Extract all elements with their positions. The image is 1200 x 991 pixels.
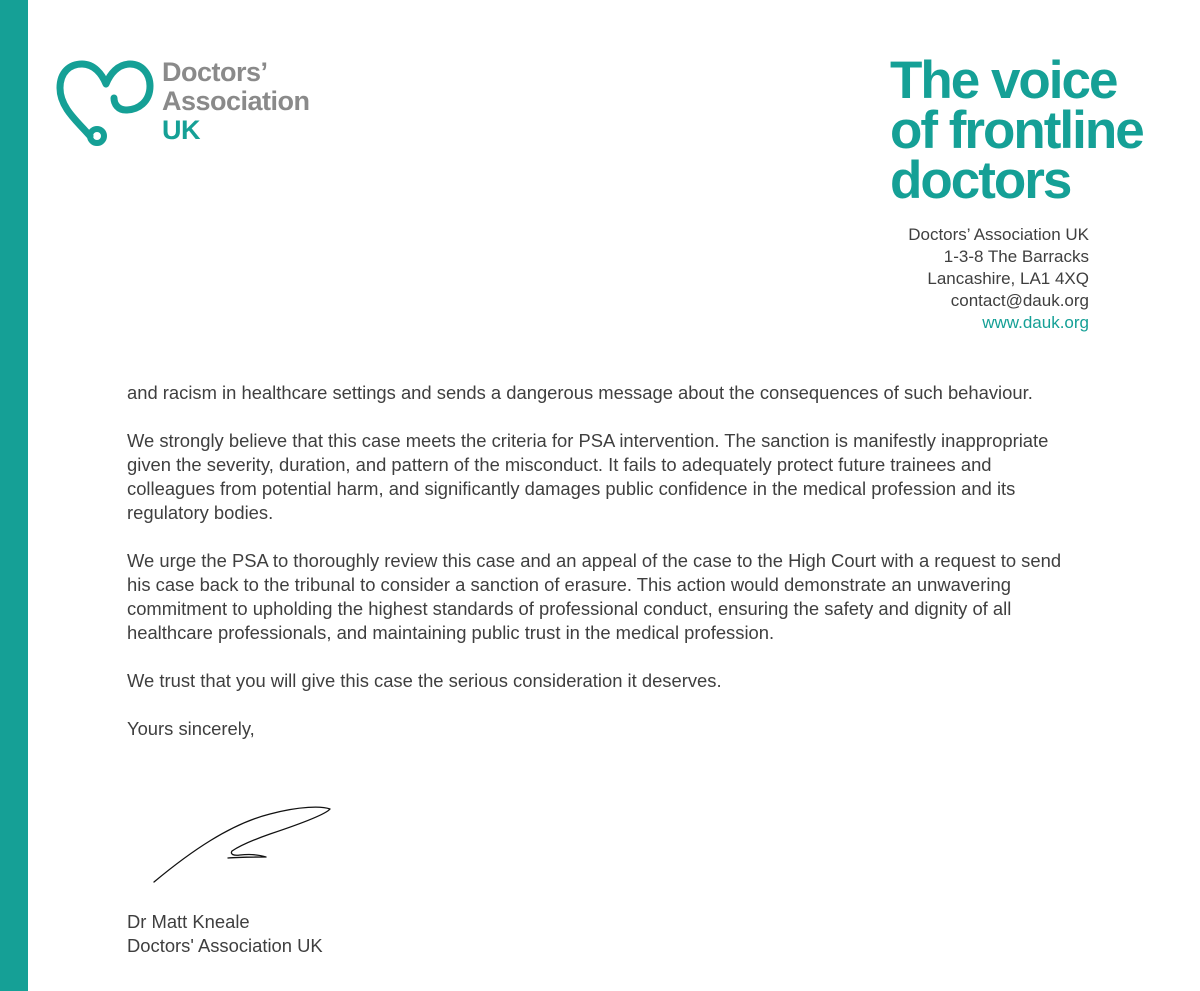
address-email[interactable]: contact@dauk.org: [950, 291, 1089, 310]
body-paragraph-1: and racism in healthcare settings and sends a dangerous message about the consequences of such behaviour.: [127, 382, 1033, 403]
logo-line-uk: UK: [162, 115, 200, 145]
address-org: Doctors’ Association UK: [908, 225, 1089, 244]
tagline-line-3: doctors: [890, 151, 1071, 206]
body-paragraph-4: We trust that you will give this case the serious consideration it deserves.: [127, 670, 722, 691]
logo-line-doctors: Doctors’: [162, 57, 268, 87]
logo-wordmark: [162, 58, 310, 145]
letter-body: [127, 381, 1062, 765]
closing-salutation: Yours sincerely,: [127, 718, 255, 739]
logo-line-association: Association: [162, 86, 310, 116]
address-website-link[interactable]: www.dauk.org: [982, 313, 1089, 332]
address-street: 1-3-8 The Barracks: [943, 247, 1089, 266]
tagline: [890, 56, 1156, 206]
address-block: [908, 224, 1089, 334]
signatory-name: Dr Matt Kneale: [127, 911, 250, 932]
handwritten-signature: [150, 802, 340, 887]
body-paragraph-3: We urge the PSA to thoroughly review this case and an appeal of the case to the High Court with a request to send his case back to the tribunal to consider a sanction of erasure. This action would demonstrate an unwavering commitment to upholding the highest standards of professional conduct, ensuring the safety and dignity of all healthcare professionals, and maintaining public trust in the medical profession.: [127, 550, 1062, 643]
side-accent-bar: [0, 0, 28, 991]
tagline-line-2: of frontline: [890, 101, 1143, 160]
signatory-block: [127, 910, 323, 958]
dauk-logo: [56, 58, 346, 150]
body-paragraph-2: We strongly believe that this case meets the criteria for PSA intervention. The sanction is manifestly inappropriate given the severity, duration, and pattern of the misconduct. It fails to adequately protect future trainees and colleagues from potential harm, and significantly damages public confidence in the medical profession and its regulatory bodies.: [127, 430, 1049, 523]
signatory-organisation: Doctors' Association UK: [127, 935, 323, 956]
address-region: Lancashire, LA1 4XQ: [927, 269, 1089, 288]
heart-stethoscope-icon: [56, 58, 156, 150]
tagline-line-1: The voice: [890, 56, 1117, 110]
